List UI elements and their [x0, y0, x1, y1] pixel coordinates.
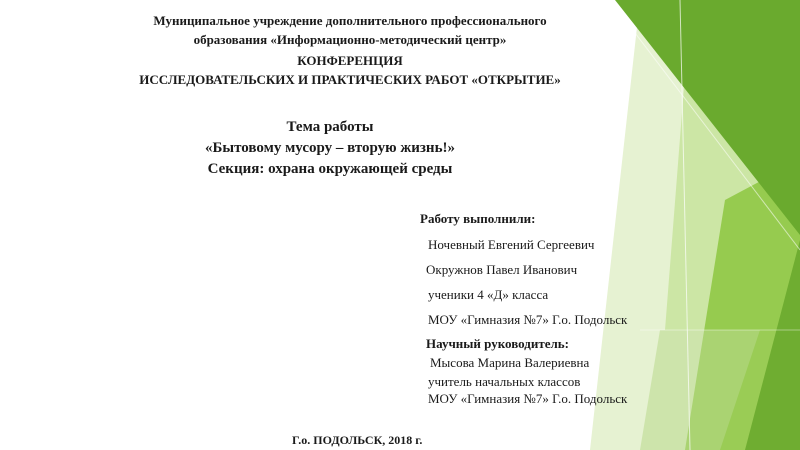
supervisor-school: МОУ «Гимназия №7» Г.о. Подольск — [428, 391, 628, 406]
authors-school: МОУ «Гимназия №7» Г.о. Подольск — [428, 312, 628, 327]
topic-heading: Тема работы — [286, 119, 374, 135]
conference-line-2: ИССЛЕДОВАТЕЛЬСКИХ И ПРАКТИЧЕСКИХ РАБОТ «ОТКРЫТИЕ» — [139, 72, 561, 87]
supervisor-name: Мысова Марина Валериевна — [430, 355, 590, 370]
supervisor-label: Научный руководитель: — [426, 336, 569, 351]
authors-grade: ученики 4 «Д» класса — [428, 287, 549, 302]
author-name-2: Окружнов Павел Иванович — [426, 262, 578, 277]
author-name-1: Ночевный Евгений Сергеевич — [428, 237, 595, 252]
topic-title: «Бытовому мусору – вторую жизнь!» — [204, 140, 456, 156]
authors-label: Работу выполнили: — [420, 211, 536, 226]
conference-line-1: КОНФЕРЕНЦИЯ — [297, 53, 403, 68]
footer-city-year: Г.о. ПОДОЛЬСК, 2018 г. — [292, 433, 423, 447]
institution-line-2: образования «Информационно-методический центр» — [193, 32, 507, 47]
supervisor-position: учитель начальных классов — [428, 374, 581, 389]
institution-line-1: Муниципальное учреждение дополнительного профессионального — [153, 13, 547, 28]
topic-section: Секция: охрана окружающей среды — [207, 161, 453, 177]
